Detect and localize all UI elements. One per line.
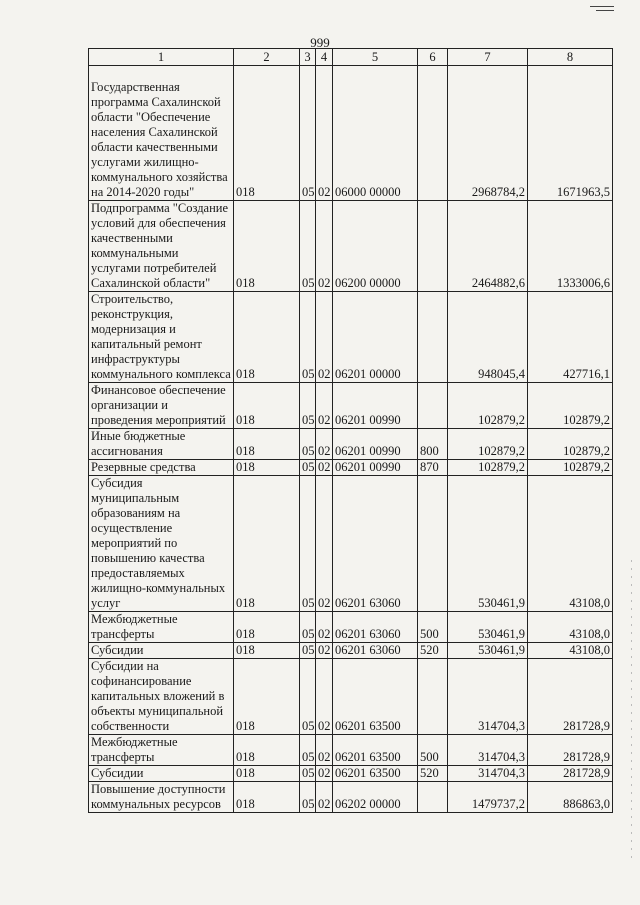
cell-name xyxy=(89,766,234,782)
cell-target xyxy=(333,460,418,476)
cell-section-text: 05 xyxy=(302,367,315,381)
cell-amount2 xyxy=(528,460,613,476)
cell-subsection-text: 02 xyxy=(318,276,331,290)
cell-amount2-text: 1333006,6 xyxy=(556,276,610,290)
cell-ministry-text: 018 xyxy=(236,627,255,641)
cell-subsection-text: 02 xyxy=(318,460,331,474)
cell-name xyxy=(89,201,234,292)
cell-amount2-text: 43108,0 xyxy=(569,627,610,641)
cell-name-text: Субсидии xyxy=(91,766,144,780)
cell-amount1 xyxy=(448,429,528,460)
cell-subsection-text: 02 xyxy=(318,766,331,780)
table-row xyxy=(89,201,613,292)
cell-amount1-text: 2968784,2 xyxy=(471,185,525,199)
cell-ministry-text: 018 xyxy=(236,750,255,764)
cell-section-text: 05 xyxy=(302,444,315,458)
cell-subsection-text: 02 xyxy=(318,185,331,199)
cell-section xyxy=(300,460,316,476)
cell-amount2-text: 102879,2 xyxy=(563,444,610,458)
cell-amount1 xyxy=(448,66,528,201)
cell-name xyxy=(89,782,234,813)
table-row xyxy=(89,292,613,383)
cell-ministry xyxy=(234,643,300,659)
cell-target xyxy=(333,66,418,201)
cell-amount1-text: 530461,9 xyxy=(478,643,525,657)
cell-subsection-text: 02 xyxy=(318,413,331,427)
header-row xyxy=(89,49,613,66)
cell-target xyxy=(333,735,418,766)
cell-target-text: 06201 00000 xyxy=(335,367,401,381)
cell-amount1-text: 102879,2 xyxy=(478,444,525,458)
cell-amount2 xyxy=(528,201,613,292)
page-number: 999 xyxy=(310,35,330,50)
table-row xyxy=(89,66,613,201)
cell-ministry-text: 018 xyxy=(236,643,255,657)
cell-amount1 xyxy=(448,201,528,292)
cell-target-text: 06201 00990 xyxy=(335,413,401,427)
cell-ministry xyxy=(234,476,300,612)
cell-name-text: Субсидии xyxy=(91,643,144,657)
cell-subsection xyxy=(316,782,333,813)
cell-type xyxy=(418,612,448,643)
cell-name-text: Иные бюджетные ассигнования xyxy=(91,429,186,458)
cell-name-text: Государственная программа Сахалинской области "Обеспечение населения Сахалинской области качественными услугами жилищно-коммунального хозяйства на 2014-2020 годы" xyxy=(91,80,228,199)
cell-target xyxy=(333,201,418,292)
cell-type xyxy=(418,66,448,201)
cell-target xyxy=(333,643,418,659)
cell-target-text: 06201 63500 xyxy=(335,750,401,764)
cell-amount2 xyxy=(528,429,613,460)
cell-target xyxy=(333,782,418,813)
col-header-5: 5 xyxy=(333,49,418,66)
cell-amount2 xyxy=(528,782,613,813)
table-row xyxy=(89,460,613,476)
cell-subsection-text: 02 xyxy=(318,750,331,764)
cell-ministry xyxy=(234,735,300,766)
cell-amount1 xyxy=(448,476,528,612)
cell-amount2 xyxy=(528,383,613,429)
cell-subsection-text: 02 xyxy=(318,627,331,641)
cell-amount2-text: 102879,2 xyxy=(563,413,610,427)
cell-name-text: Межбюджетные трансферты xyxy=(91,735,178,764)
cell-subsection xyxy=(316,201,333,292)
col-header-4: 4 xyxy=(316,49,333,66)
cell-name xyxy=(89,476,234,612)
cell-section-text: 05 xyxy=(302,750,315,764)
cell-type-text: 500 xyxy=(420,750,439,764)
cell-type-text: 800 xyxy=(420,444,439,458)
cell-amount2-text: 102879,2 xyxy=(563,460,610,474)
cell-type xyxy=(418,782,448,813)
stray-mark-top xyxy=(590,6,614,7)
budget-table xyxy=(88,48,613,813)
cell-name-text: Межбюджетные трансферты xyxy=(91,612,178,641)
cell-name xyxy=(89,66,234,201)
cell-target-text: 06201 63500 xyxy=(335,719,401,733)
cell-amount2-text: 281728,9 xyxy=(563,766,610,780)
cell-amount2-text: 281728,9 xyxy=(563,750,610,764)
cell-name-text: Строительство, реконструкция, модернизация и капитальный ремонт инфраструктуры коммунального комплекса xyxy=(91,292,231,381)
cell-type xyxy=(418,735,448,766)
cell-amount1 xyxy=(448,643,528,659)
cell-amount1-text: 102879,2 xyxy=(478,460,525,474)
cell-section-text: 05 xyxy=(302,413,315,427)
table-row xyxy=(89,429,613,460)
cell-ministry xyxy=(234,383,300,429)
cell-section-text: 05 xyxy=(302,627,315,641)
cell-name xyxy=(89,460,234,476)
cell-amount1 xyxy=(448,766,528,782)
cell-name-text: Субсидия муниципальным образованиям на осуществление мероприятий по повышению качества предоставляемых жилищно-коммунальных услуг xyxy=(91,476,226,610)
cell-ministry xyxy=(234,201,300,292)
cell-subsection xyxy=(316,476,333,612)
cell-ministry xyxy=(234,429,300,460)
cell-target-text: 06200 00000 xyxy=(335,276,401,290)
table-row xyxy=(89,383,613,429)
cell-ministry-text: 018 xyxy=(236,797,255,811)
cell-type-text: 870 xyxy=(420,460,439,474)
cell-subsection-text: 02 xyxy=(318,719,331,733)
cell-amount2-text: 427716,1 xyxy=(563,367,610,381)
cell-target xyxy=(333,659,418,735)
cell-target xyxy=(333,612,418,643)
cell-ministry-text: 018 xyxy=(236,444,255,458)
cell-amount2 xyxy=(528,659,613,735)
cell-subsection xyxy=(316,735,333,766)
cell-target-text: 06201 63060 xyxy=(335,643,401,657)
cell-amount1-text: 314704,3 xyxy=(478,750,525,764)
cell-amount1-text: 314704,3 xyxy=(478,719,525,733)
table-row xyxy=(89,612,613,643)
cell-name xyxy=(89,643,234,659)
cell-amount2 xyxy=(528,292,613,383)
cell-type xyxy=(418,766,448,782)
cell-ministry-text: 018 xyxy=(236,367,255,381)
cell-subsection-text: 02 xyxy=(318,797,331,811)
cell-section xyxy=(300,766,316,782)
cell-amount1 xyxy=(448,782,528,813)
cell-amount1 xyxy=(448,735,528,766)
cell-subsection xyxy=(316,460,333,476)
cell-name-text: Резервные средства xyxy=(91,460,196,474)
cell-type-text: 500 xyxy=(420,627,439,641)
cell-target xyxy=(333,429,418,460)
cell-amount1-text: 102879,2 xyxy=(478,413,525,427)
cell-amount2 xyxy=(528,735,613,766)
cell-type xyxy=(418,429,448,460)
cell-section xyxy=(300,292,316,383)
cell-section xyxy=(300,643,316,659)
cell-subsection-text: 02 xyxy=(318,643,331,657)
cell-amount1 xyxy=(448,292,528,383)
cell-section-text: 05 xyxy=(302,185,315,199)
table-row xyxy=(89,766,613,782)
cell-section xyxy=(300,659,316,735)
cell-section-text: 05 xyxy=(302,276,315,290)
cell-name xyxy=(89,429,234,460)
cell-target-text: 06201 63060 xyxy=(335,627,401,641)
cell-ministry-text: 018 xyxy=(236,413,255,427)
cell-subsection xyxy=(316,66,333,201)
cell-target-text: 06201 00990 xyxy=(335,444,401,458)
cell-name xyxy=(89,735,234,766)
cell-name xyxy=(89,292,234,383)
cell-name-text: Финансовое обеспечение организации и проведения мероприятий xyxy=(91,383,226,427)
cell-type-text: 520 xyxy=(420,766,439,780)
cell-ministry xyxy=(234,292,300,383)
col-header-1: 1 xyxy=(89,49,234,66)
cell-amount2 xyxy=(528,766,613,782)
cell-ministry xyxy=(234,66,300,201)
cell-subsection xyxy=(316,612,333,643)
col-header-8: 8 xyxy=(528,49,613,66)
cell-amount1-text: 2464882,6 xyxy=(471,276,525,290)
cell-section xyxy=(300,383,316,429)
cell-amount2 xyxy=(528,643,613,659)
cell-section-text: 05 xyxy=(302,797,315,811)
cell-ministry xyxy=(234,460,300,476)
cell-section-text: 05 xyxy=(302,643,315,657)
cell-section xyxy=(300,612,316,643)
table-row xyxy=(89,643,613,659)
cell-ministry-text: 018 xyxy=(236,185,255,199)
cell-section-text: 05 xyxy=(302,596,315,610)
col-header-2: 2 xyxy=(234,49,300,66)
cell-ministry-text: 018 xyxy=(236,766,255,780)
cell-subsection xyxy=(316,766,333,782)
cell-type xyxy=(418,383,448,429)
cell-ministry xyxy=(234,782,300,813)
cell-name-text: Субсидии на софинансирование капитальных вложений в объекты муниципальной собственности xyxy=(91,659,225,733)
cell-section xyxy=(300,66,316,201)
col-header-3: 3 xyxy=(300,49,316,66)
cell-section-text: 05 xyxy=(302,719,315,733)
cell-amount2 xyxy=(528,612,613,643)
cell-target xyxy=(333,766,418,782)
cell-amount1 xyxy=(448,612,528,643)
cell-type xyxy=(418,292,448,383)
cell-amount1 xyxy=(448,383,528,429)
cell-name-text: Повышение доступности коммунальных ресурсов xyxy=(91,782,226,811)
cell-section xyxy=(300,782,316,813)
cell-subsection xyxy=(316,292,333,383)
cell-target-text: 06201 00990 xyxy=(335,460,401,474)
cell-type xyxy=(418,476,448,612)
cell-subsection xyxy=(316,643,333,659)
cell-section xyxy=(300,201,316,292)
cell-type xyxy=(418,643,448,659)
col-header-7: 7 xyxy=(448,49,528,66)
cell-amount1-text: 1479737,2 xyxy=(471,797,525,811)
table-row xyxy=(89,476,613,612)
cell-amount2-text: 886863,0 xyxy=(563,797,610,811)
cell-target-text: 06201 63500 xyxy=(335,766,401,780)
cell-subsection-text: 02 xyxy=(318,444,331,458)
cell-type xyxy=(418,659,448,735)
cell-target-text: 06202 00000 xyxy=(335,797,401,811)
cell-subsection xyxy=(316,429,333,460)
cell-target-text: 06201 63060 xyxy=(335,596,401,610)
cell-target-text: 06000 00000 xyxy=(335,185,401,199)
cell-section xyxy=(300,429,316,460)
cell-ministry xyxy=(234,766,300,782)
cell-ministry-text: 018 xyxy=(236,460,255,474)
cell-type-text: 520 xyxy=(420,643,439,657)
cell-amount2-text: 281728,9 xyxy=(563,719,610,733)
cell-section-text: 05 xyxy=(302,460,315,474)
cell-ministry-text: 018 xyxy=(236,719,255,733)
cell-section xyxy=(300,476,316,612)
cell-amount1-text: 530461,9 xyxy=(478,596,525,610)
cell-section xyxy=(300,735,316,766)
table-row xyxy=(89,735,613,766)
cell-amount2-text: 1671963,5 xyxy=(556,185,610,199)
cell-target xyxy=(333,292,418,383)
cell-amount2-text: 43108,0 xyxy=(569,596,610,610)
cell-ministry xyxy=(234,659,300,735)
cell-amount2-text: 43108,0 xyxy=(569,643,610,657)
cell-ministry xyxy=(234,612,300,643)
cell-amount1 xyxy=(448,659,528,735)
cell-amount1-text: 530461,9 xyxy=(478,627,525,641)
cell-amount1-text: 314704,3 xyxy=(478,766,525,780)
cell-subsection xyxy=(316,659,333,735)
cell-amount1-text: 948045,4 xyxy=(478,367,525,381)
cell-target xyxy=(333,383,418,429)
table-row xyxy=(89,782,613,813)
cell-type xyxy=(418,201,448,292)
cell-subsection-text: 02 xyxy=(318,367,331,381)
stray-mark-top-2 xyxy=(596,10,614,11)
cell-type xyxy=(418,460,448,476)
cell-subsection xyxy=(316,383,333,429)
cell-name xyxy=(89,383,234,429)
scan-edge-marks xyxy=(631,560,632,860)
cell-target xyxy=(333,476,418,612)
cell-section-text: 05 xyxy=(302,766,315,780)
cell-ministry-text: 018 xyxy=(236,276,255,290)
cell-amount2 xyxy=(528,476,613,612)
cell-name xyxy=(89,612,234,643)
table-row xyxy=(89,659,613,735)
cell-ministry-text: 018 xyxy=(236,596,255,610)
cell-amount1 xyxy=(448,460,528,476)
cell-name-text: Подпрограмма "Создание условий для обеспечения качественными коммунальными услугами потребителей Сахалинской области" xyxy=(91,201,229,290)
cell-name xyxy=(89,659,234,735)
cell-amount2 xyxy=(528,66,613,201)
cell-subsection-text: 02 xyxy=(318,596,331,610)
col-header-6: 6 xyxy=(418,49,448,66)
